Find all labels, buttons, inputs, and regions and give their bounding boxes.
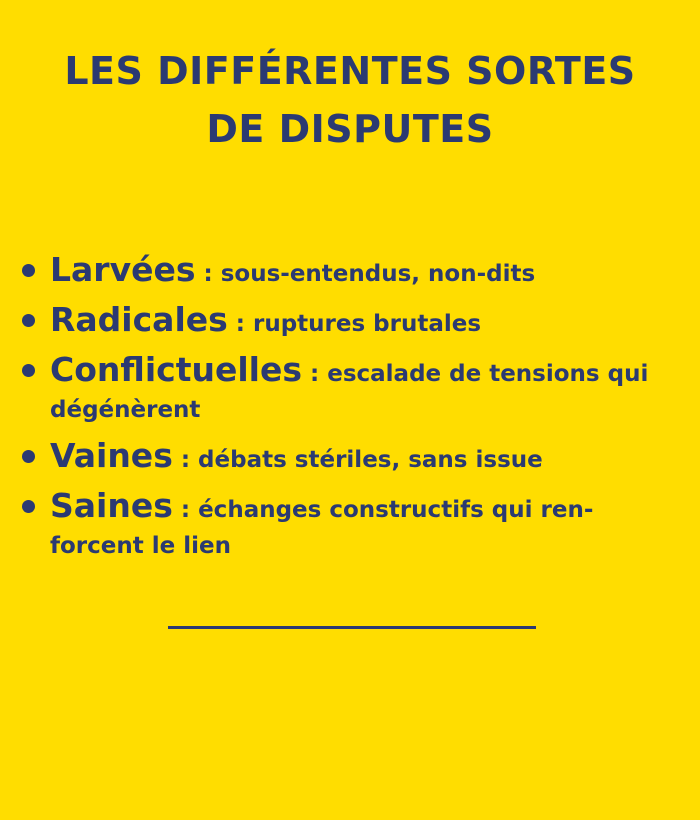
list-item-radicales xyxy=(20,300,660,342)
divider-line xyxy=(168,626,536,629)
bullet-icon xyxy=(22,264,35,277)
bullet-icon xyxy=(22,314,35,327)
item-description: : ruptures brutales xyxy=(227,311,482,337)
item-term: Larvées xyxy=(50,250,196,289)
title-line-1: LES DIFFÉRENTES SORTES xyxy=(64,49,636,93)
list-item-larvees xyxy=(20,250,660,292)
item-term: Conflictuelles xyxy=(50,350,303,389)
title-line-2: DE DISPUTES xyxy=(206,107,494,151)
list-item-saines xyxy=(20,486,660,564)
item-term: Radicales xyxy=(50,300,228,339)
bullet-icon xyxy=(22,364,35,377)
item-description: : échanges constructifs qui ren-forcent le lien xyxy=(50,497,594,559)
list-item-vaines xyxy=(20,436,660,478)
item-description: : escalade de tensions qui dégénèrent xyxy=(50,361,649,423)
dispute-types-list xyxy=(20,250,660,572)
list-item-conflictuelles xyxy=(20,350,660,428)
item-description: : sous-entendus, non-dits xyxy=(195,261,536,287)
item-term: Vaines xyxy=(50,436,173,475)
item-term: Saines xyxy=(50,486,173,525)
item-description: : débats stériles, sans issue xyxy=(172,447,543,473)
bullet-icon xyxy=(22,500,35,513)
page-title xyxy=(0,42,700,158)
bullet-icon xyxy=(22,450,35,463)
